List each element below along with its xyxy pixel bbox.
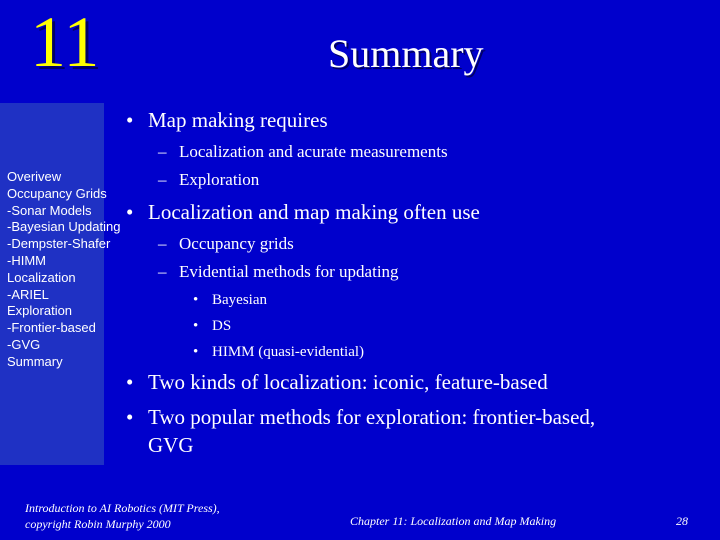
sub-bullet-occupancy-grids: Occupancy grids: [179, 234, 294, 253]
sidebar-item-sonar-models[interactable]: -Sonar Models: [7, 202, 92, 218]
sub-bullet-localization-measurements: Localization and acurate measurements: [179, 142, 448, 161]
bullet-marker: •: [126, 405, 134, 429]
bullet-exploration-methods-line1: Two popular methods for exploration: frontier-based,: [148, 405, 596, 429]
bullet-marker: •: [193, 292, 199, 308]
dash-marker: –: [158, 170, 167, 189]
bullet-marker: •: [193, 318, 199, 334]
sidebar-item-dempster-shafer[interactable]: -Dempster-Shafer: [7, 236, 111, 252]
sidebar-item-localization[interactable]: Localization: [7, 269, 76, 285]
sidebar-item-himm[interactable]: -HIMM: [7, 252, 46, 268]
dash-marker: –: [158, 234, 167, 253]
bullet-marker: •: [126, 370, 134, 394]
sidebar-item-bayesian-updating[interactable]: -Bayesian Updating: [7, 219, 121, 235]
sub-bullet-exploration: Exploration: [179, 170, 260, 189]
footer-copyright-line2: copyright Robin Murphy 2000: [25, 517, 171, 531]
sub-sub-bullet-himm: HIMM (quasi-evidential): [212, 344, 365, 360]
sub-sub-bullet-bayesian: Bayesian: [212, 292, 267, 308]
dash-marker: –: [158, 142, 167, 161]
sidebar-item-gvg[interactable]: -GVG: [7, 336, 41, 352]
bullet-marker: •: [193, 344, 199, 360]
sidebar-item-overview[interactable]: Overivew: [7, 169, 62, 184]
sub-sub-bullet-ds: DS: [212, 318, 232, 334]
bullet-localization-map-making: Localization and map making often use: [148, 200, 480, 224]
sidebar-item-ariel[interactable]: -ARIEL: [7, 286, 49, 302]
chapter-number: 11: [30, 2, 100, 82]
bullet-map-making: Map making requires: [148, 108, 328, 132]
footer-chapter: Chapter 11: Localization and Map Making: [350, 514, 557, 528]
footer-copyright: [25, 500, 220, 532]
bullet-marker: •: [126, 108, 134, 132]
sidebar-item-summary[interactable]: Summary: [7, 353, 63, 369]
sidebar-item-occupancy-grids[interactable]: Occupancy Grids: [7, 185, 107, 201]
sidebar-item-exploration[interactable]: Exploration: [7, 303, 73, 319]
sidebar-item-frontier-based[interactable]: -Frontier-based: [7, 320, 96, 336]
bullet-exploration-methods-line2: GVG: [148, 433, 194, 457]
footer-page-number: 28: [676, 514, 688, 528]
footer-copyright-line1: Introduction to AI Robotics (MIT Press),: [25, 501, 220, 515]
slide-title: Summary: [328, 31, 484, 76]
sub-bullet-evidential-methods: Evidential methods for updating: [179, 262, 399, 281]
bullet-marker: •: [126, 200, 134, 224]
bullet-localization-kinds: Two kinds of localization: iconic, feature-based: [148, 370, 548, 394]
sidebar-nav: [7, 169, 120, 371]
dash-marker: –: [158, 262, 167, 281]
